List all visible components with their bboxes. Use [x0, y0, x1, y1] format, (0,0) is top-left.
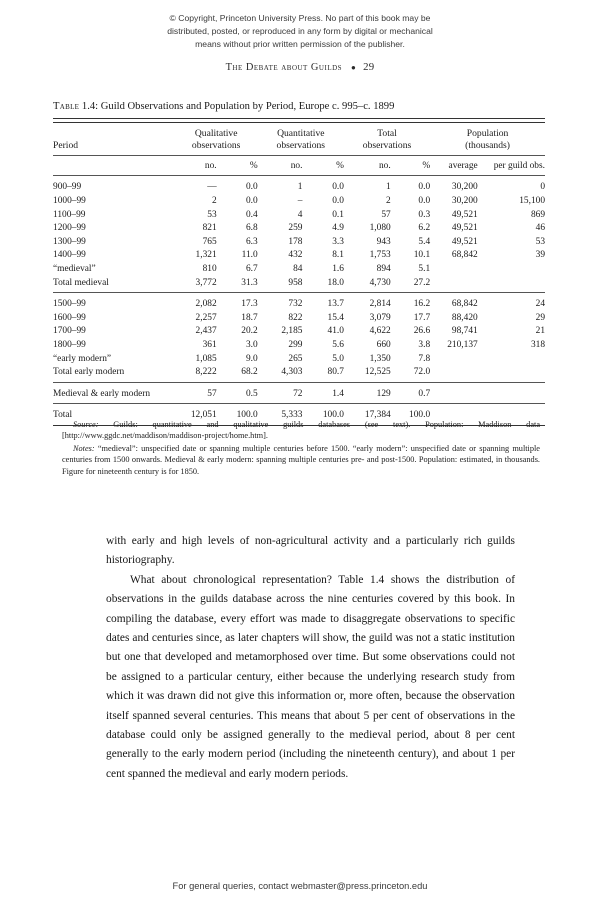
table-cell-pop-per-guild	[478, 276, 545, 290]
table-cell-qual-no: 57	[207, 388, 217, 399]
table-cell-quant-no: 5,333	[281, 410, 303, 421]
table-cell-quant-pct: 5.6	[332, 339, 344, 350]
table-cell-period: 1400–99	[53, 250, 86, 261]
table-cell-period: “early modern”	[53, 353, 112, 364]
table-cell-qual-pct: 0.0	[245, 196, 258, 206]
table-cell-qual-pct: 68.2	[241, 367, 258, 378]
copyright-line-1: © Copyright, Princeton University Press. No part of this book may be	[169, 13, 431, 23]
table-cell-quant-pct: 41.0	[327, 326, 344, 337]
table-cell-pop-per-guild: 869	[530, 209, 545, 220]
table-cell-period: Medieval & early modern	[53, 388, 151, 399]
table-row	[53, 194, 545, 208]
table-cell-pop-average: 210,137	[447, 339, 478, 350]
table-cell-total-no: 1,350	[369, 353, 391, 364]
table-cell-qual-pct: 3.0	[245, 339, 258, 350]
table-cell-pop-average	[430, 276, 478, 290]
table-row	[53, 276, 545, 290]
subheader-pop-per-guild: per guild obs.	[493, 160, 545, 171]
table-cell-qual-pct: 6.7	[245, 263, 258, 274]
table-row	[53, 235, 545, 249]
table-cell-total-no: 1,080	[369, 223, 391, 234]
table-cell-qual-no: 2,082	[195, 299, 217, 310]
table-cell-qual-pct: 20.2	[241, 326, 258, 337]
table-row	[53, 365, 545, 379]
table-cell-total-pct: 3.8	[418, 339, 431, 350]
table-cell-quant-pct: 13.7	[327, 299, 344, 310]
table-cell-pop-per-guild: 0	[540, 182, 545, 193]
table-cell-total-pct: 27.2	[413, 277, 431, 288]
table-row	[53, 352, 545, 366]
table-cell-quant-no: 299	[288, 339, 303, 350]
table-cell-pop-per-guild: 29	[535, 312, 545, 323]
table-cell-total-pct: 0.3	[418, 209, 431, 220]
table-cell-qual-no: 8,222	[195, 367, 217, 378]
table-cell-qual-pct: 17.3	[241, 299, 258, 310]
subheader-total-pct: %	[422, 160, 431, 171]
table-cell-quant-no: 822	[288, 312, 303, 323]
table-cell-quant-pct: 1.6	[332, 263, 344, 274]
table-cell-qual-pct: 0.5	[245, 388, 258, 399]
table-cell-quant-no: 732	[288, 299, 303, 310]
table-cell-qual-pct: 18.7	[241, 312, 258, 323]
guild-observations-table	[53, 118, 545, 427]
table-cell-quant-no: 4	[297, 209, 303, 220]
table-cell-period: 1600–99	[53, 312, 86, 323]
table-cell-total-pct: 100.0	[409, 410, 431, 421]
table-row	[53, 248, 545, 262]
table-cell-total-no: 660	[376, 339, 391, 350]
notes-note	[62, 443, 540, 477]
table-cell-quant-pct: 5.0	[332, 353, 344, 364]
table-caption-number: 1.4:	[81, 101, 99, 112]
table-cell-quant-pct: 0.0	[332, 182, 344, 193]
table-cell-period: 1300–99	[53, 236, 86, 247]
subheader-quant-no: no.	[290, 160, 303, 171]
table-cell-pop-average: 68,842	[451, 299, 478, 310]
table-cell-total-pct: 0.7	[418, 388, 431, 399]
running-head	[0, 61, 600, 73]
table-row	[53, 387, 545, 401]
table-cell-total-pct: 72.0	[413, 367, 431, 378]
table-cell-total-no: 129	[376, 388, 391, 399]
table-cell-period: 900–99	[53, 182, 82, 193]
table-cell-total-no: 894	[376, 263, 391, 274]
table-cell-qual-no: 765	[202, 236, 217, 247]
table-cell-quant-no: 432	[288, 250, 303, 261]
table-cell-qual-no: 2,257	[195, 312, 217, 323]
table-cell-pop-per-guild	[478, 352, 545, 366]
table-cell-total-no: 943	[376, 236, 391, 247]
table-cell-pop-average: 49,521	[451, 236, 478, 247]
table-cell-period: Total medieval	[53, 277, 109, 288]
table-cell-pop-average: 68,842	[451, 250, 478, 261]
column-group-total-line2: observations	[362, 140, 412, 152]
table-cell-pop-average: 49,521	[451, 209, 478, 220]
table-cell-qual-no: 810	[202, 263, 217, 274]
column-group-qualitative-line2: observations	[191, 140, 241, 152]
table-cell-qual-no: 2	[211, 196, 217, 206]
table-cell-total-no: 1,753	[369, 250, 391, 261]
table-cell-total-pct: 0.0	[418, 182, 431, 193]
table-cell-qual-pct: 9.0	[245, 353, 258, 364]
table-cell-total-no: 1	[386, 182, 391, 193]
table-section-combined	[53, 387, 545, 401]
table-cell-pop-average: 30,200	[451, 196, 478, 206]
table-cell-total-no: 57	[381, 209, 391, 220]
table-row	[53, 338, 545, 352]
table-cell-total-pct: 10.1	[413, 250, 431, 261]
table-cell-period: Total early modern	[53, 367, 125, 378]
table-cell-pop-average	[430, 365, 478, 379]
table-cell-quant-pct: 80.7	[327, 367, 344, 378]
table-cell-total-no: 4,622	[369, 326, 391, 337]
table-cell-qual-pct: 6.8	[245, 223, 258, 234]
table-row	[53, 311, 545, 325]
table-cell-quant-pct: 15.4	[327, 312, 344, 323]
table-caption-label: Table	[53, 101, 80, 112]
table-cell-total-pct: 16.2	[413, 299, 431, 310]
table-cell-qual-no: 12,051	[190, 410, 217, 421]
table-cell-total-pct: 7.8	[418, 353, 431, 364]
table-cell-total-no: 2,814	[369, 299, 391, 310]
copyright-line-3: means without prior written permission of the publisher.	[195, 39, 405, 50]
table-cell-pop-per-guild: 318	[530, 339, 545, 350]
table-cell-quant-pct: 4.9	[332, 223, 344, 234]
table-cell-total-pct: 0.0	[418, 196, 431, 206]
table-cell-qual-no: —	[207, 182, 217, 193]
table-cell-total-no: 17,384	[364, 410, 391, 421]
table-row	[53, 208, 545, 222]
table-cell-quant-pct: 1.4	[332, 388, 344, 399]
table-cell-qual-pct: 11.0	[241, 250, 258, 261]
table-cell-quant-no: 259	[288, 223, 303, 234]
body-text	[106, 532, 515, 784]
table-cell-pop-per-guild	[478, 365, 545, 379]
column-group-qualitative	[175, 128, 258, 155]
table-cell-qual-no: 1,321	[195, 250, 217, 261]
table-group-header-row	[53, 128, 545, 155]
table-cell-period: 1000–99	[53, 196, 86, 206]
footer-queries-line: For general queries, contact webmaster@press.princeton.edu	[172, 881, 428, 891]
table-cell-quant-no: 2,185	[281, 326, 303, 337]
table-caption	[53, 100, 545, 114]
subheader-qual-no: no.	[204, 160, 217, 171]
column-group-population	[430, 128, 545, 155]
table-cell-total-no: 2	[386, 196, 391, 206]
column-group-total-line1: Total	[377, 128, 397, 139]
table-cell-quant-no: 72	[293, 388, 303, 399]
body-paragraph-2: What about chronological representation? Table 1.4 shows the distribution of observations in the guilds database across the nine centuries covered by this book. In compiling the database, every effort was made to disaggregate observations to specific dates and centuries since, as later chapters will show, the guild was not a static institution but one that developed and metamorphosed over time. But some observations could not be assigned to a particular century, either because the underlying research study from which it was drawn did not give this information or, more often, because the observation itself spanned several centuries. This means that about 5 per cent of observations in the database could only be assigned generally to the medieval period, about 8 per cent generally to the early modern period (including the nineteenth century), and about 1 per cent spanned the medieval and early modern periods.	[106, 573, 515, 780]
notes-note-text: “medieval”: unspecified date or spanning multiple centuries before 1500. “early modern”: unspecified date or spanning multiple centuries from 1500 onwards. Medieval & early modern: spanning multiple centuries pre- and post-1500. Population: estimated, in thousands. Figure for nineteenth century is for 1850.	[62, 443, 540, 476]
table-cell-pop-per-guild: 24	[535, 299, 545, 310]
table-cell-qual-pct: 6.3	[245, 236, 258, 247]
column-group-qualitative-line1: Qualitative	[194, 128, 238, 139]
table-cell-quant-no: 958	[288, 277, 303, 288]
table-cell-quant-no: 178	[288, 236, 303, 247]
table-row	[53, 180, 545, 194]
source-note-text: Guilds: quantitative and qualitative guilds databases (see text). Population: Maddison data [http://www.ggdc.net/maddison/maddison-project/home.htm].	[62, 420, 540, 441]
table-cell-pop-per-guild: 39	[535, 250, 545, 261]
table-cell-total-pct: 17.7	[413, 312, 431, 323]
table-cell-pop-per-guild: 46	[535, 223, 545, 234]
table-cell-pop-per-guild: 15,100	[519, 196, 545, 206]
table-cell-pop-average: 49,521	[451, 223, 478, 234]
subheader-pop-average: average	[448, 160, 478, 171]
column-header-period: Period	[53, 140, 79, 152]
table-cell-period: 1700–99	[53, 326, 86, 337]
table-cell-quant-pct: 8.1	[332, 250, 344, 261]
table-cell-pop-average: 88,420	[451, 312, 478, 323]
column-group-total	[344, 128, 430, 155]
table-cell-qual-pct: 31.3	[241, 277, 258, 288]
running-head-separator: ●	[351, 63, 357, 73]
table-row	[53, 297, 545, 311]
table-row	[53, 262, 545, 276]
table-row	[53, 221, 545, 235]
table-caption-text: Guild Observations and Population by Period, Europe c. 995–c. 1899	[100, 101, 395, 112]
table-cell-quant-pct: 18.0	[327, 277, 344, 288]
table-cell-quant-no: 1	[297, 182, 303, 193]
table-cell-quant-no: 84	[293, 263, 303, 274]
table-row	[53, 324, 545, 338]
table-cell-period: 1200–99	[53, 223, 86, 234]
table-cell-total-pct: 5.1	[418, 263, 431, 274]
table-cell-quant-no: –	[297, 196, 303, 206]
table-cell-total-pct: 6.2	[418, 223, 431, 234]
table-cell-qual-no: 53	[207, 209, 217, 220]
copyright-line-2: distributed, posted, or reproduced in any form by digital or mechanical	[167, 26, 433, 37]
source-note	[62, 419, 540, 442]
table-cell-quant-pct: 3.3	[332, 236, 344, 247]
table-cell-pop-average	[430, 352, 478, 366]
table-cell-total-no: 3,079	[369, 312, 391, 323]
table-cell-qual-no: 361	[202, 339, 217, 350]
table-cell-quant-no: 265	[288, 353, 303, 364]
subheader-qual-pct: %	[249, 160, 258, 171]
table-cell-pop-per-guild: 53	[535, 236, 545, 247]
source-note-label: Source:	[73, 420, 99, 429]
table-cell-period: 1800–99	[53, 339, 86, 350]
column-group-population-line2: (thousands)	[465, 140, 510, 152]
copyright-notice	[133, 12, 467, 52]
table-cell-total-no: 4,730	[369, 277, 391, 288]
column-group-quantitative	[258, 128, 344, 155]
table-cell-quant-pct: 0.1	[332, 209, 344, 220]
notes-note-label: Notes:	[73, 443, 95, 453]
table-section-medieval	[53, 180, 545, 289]
table-cell-pop-average	[430, 387, 478, 401]
column-group-population-line1: Population	[466, 128, 509, 139]
table-cell-total-pct: 5.4	[418, 236, 431, 247]
page-number: 29	[363, 61, 375, 73]
table-cell-quant-pct: 0.0	[332, 196, 344, 206]
table-cell-period: “medieval”	[53, 263, 96, 274]
subheader-total-no: no.	[378, 160, 391, 171]
table-block	[53, 100, 545, 427]
table-cell-qual-no: 1,085	[195, 353, 217, 364]
running-head-title: The Debate about Guilds	[225, 62, 343, 73]
table-cell-qual-no: 821	[202, 223, 217, 234]
table-cell-total-no: 12,525	[364, 367, 391, 378]
table-cell-period: 1500–99	[53, 299, 86, 310]
table-cell-qual-pct: 0.0	[245, 182, 258, 193]
table-cell-total-pct: 26.6	[413, 326, 431, 337]
table-cell-quant-no: 4,303	[281, 367, 303, 378]
table-cell-qual-pct: 100.0	[236, 410, 258, 421]
body-paragraph-1: with early and high levels of non-agricultural activity and a particularly rich guilds historiography.	[106, 535, 515, 567]
table-cell-qual-no: 2,437	[195, 326, 217, 337]
table-cell-pop-average: 30,200	[451, 182, 478, 193]
table-cell-qual-no: 3,772	[195, 277, 217, 288]
table-cell-period: 1100–99	[53, 209, 86, 220]
table-subheader-row	[53, 157, 545, 176]
table-cell-pop-per-guild	[478, 262, 545, 276]
table-cell-period: Total	[53, 410, 73, 421]
subheader-blank	[53, 157, 175, 176]
table-cell-quant-pct: 100.0	[322, 410, 344, 421]
table-cell-pop-per-guild	[478, 387, 545, 401]
subheader-quant-pct: %	[336, 160, 344, 171]
table-cell-pop-average	[430, 262, 478, 276]
column-group-quantitative-line2: observations	[276, 140, 326, 152]
table-notes	[62, 419, 540, 478]
table-cell-pop-average: 98,741	[451, 326, 478, 337]
table-cell-pop-per-guild: 21	[535, 326, 545, 337]
table-cell-qual-pct: 0.4	[245, 209, 258, 220]
column-group-quantitative-line1: Quantitative	[277, 128, 325, 139]
table-section-early-modern	[53, 297, 545, 379]
